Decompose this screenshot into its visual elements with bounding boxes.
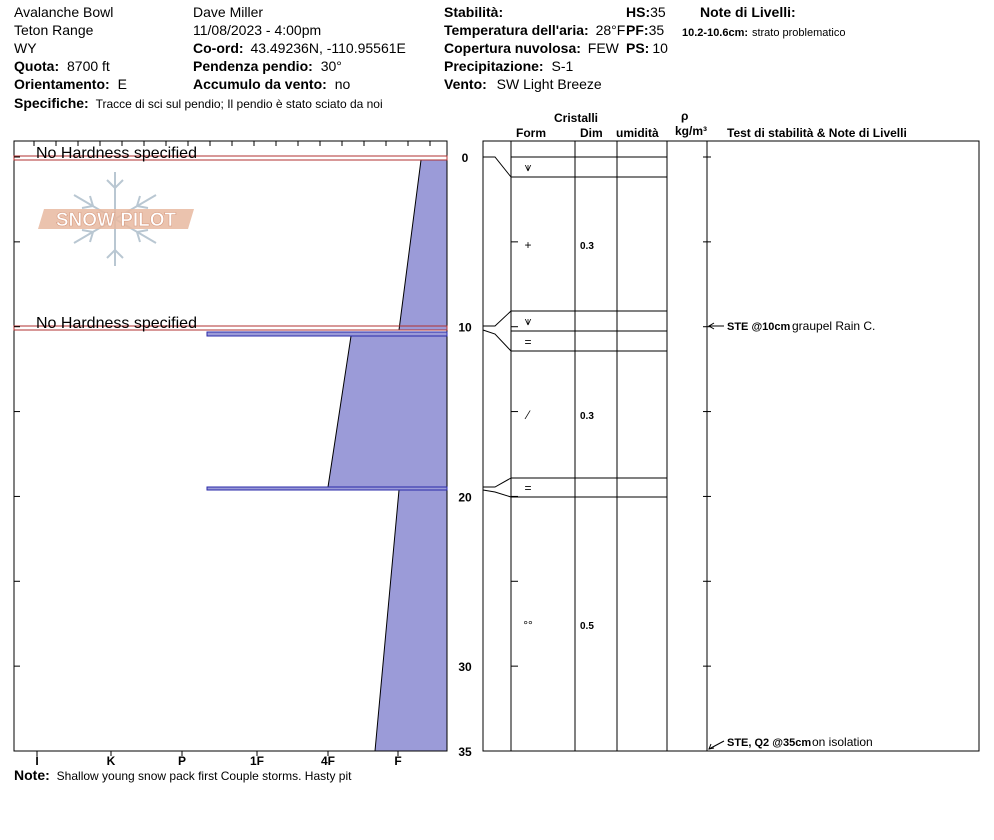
thin-layer-2: [207, 487, 447, 490]
crystal-form-icon: +: [524, 238, 532, 252]
density-unit-header: kg/m³: [675, 124, 708, 138]
layer-table-frame: [483, 141, 979, 751]
slope-label: Pendenza pendio:: [193, 58, 313, 74]
humidity-header: umidità: [616, 126, 659, 140]
depth-label: 30: [458, 660, 472, 675]
layer-table-columns: [511, 141, 707, 751]
coord-value: 43.49236N, -110.95561E: [250, 40, 406, 56]
air-temp-label: Temperatura dell'aria:: [444, 22, 589, 38]
wind-label: Vento:: [444, 76, 487, 92]
precip-label: Precipitazione:: [444, 58, 544, 74]
crystals-header: Cristalli: [554, 111, 599, 125]
observer: Dave Miller: [193, 4, 264, 20]
ps-label: PS:: [626, 40, 650, 56]
hardness-label: K: [106, 754, 116, 768]
footer-note: [14, 767, 351, 784]
hardness-label: F: [394, 754, 402, 768]
hardness-label: 1F: [249, 754, 265, 768]
wind-load-value: no: [334, 76, 351, 92]
specifics-value: Tracce di sci sul pendio; Il pendio è stato sciato da noi: [95, 97, 383, 111]
crystal-form-icon: ⩛: [524, 160, 532, 174]
depth-label: 20: [458, 490, 472, 505]
hardness-label: I: [35, 754, 39, 768]
note-text: Shallow young snow pack first Couple storms. Hasty pit: [56, 769, 352, 783]
layer-cells: [523, 160, 594, 632]
air-temp-value: 28°F: [595, 22, 626, 38]
thin-layer-1: [207, 332, 447, 336]
test-2-code: STE, Q2 @35cm: [727, 737, 812, 749]
hs-value: 35: [650, 4, 666, 20]
depth-label: 0: [461, 151, 469, 165]
hardness-profile: [207, 160, 447, 751]
layer-notes-label: Note di Livelli:: [700, 4, 796, 20]
crystal-form-icon: =: [524, 481, 532, 495]
rho-header: ρ: [681, 109, 689, 123]
test-1-code: STE @10cm: [727, 321, 791, 333]
hardness-label: P: [177, 754, 187, 768]
wind-load-label: Accumulo da vento:: [193, 76, 327, 92]
layer-note-text: strato problematico: [751, 27, 846, 39]
ps-value: 10: [652, 40, 668, 56]
aspect-value: E: [117, 76, 127, 92]
test-2-note: on isolation: [812, 735, 873, 749]
crystal-size: 0.3: [580, 411, 594, 422]
crystal-size: 0.3: [580, 241, 594, 252]
slope-value: 30°: [320, 58, 342, 74]
date-time: 11/08/2023 - 4:00pm: [193, 22, 322, 38]
logo-text: SNOW PILOT: [55, 210, 177, 231]
layer-note-depth: 10.2-10.6cm:: [682, 27, 749, 39]
hardness-note-1: No Hardness specified: [36, 145, 197, 162]
aspect-label: Orientamento:: [14, 76, 110, 92]
crystal-form-icon: =: [524, 335, 532, 349]
crystal-form-icon: ⁄: [526, 408, 530, 422]
pf-label: PF:: [626, 22, 649, 38]
cloud-value: FEW: [587, 40, 619, 56]
coord-label: Co-ord:: [193, 40, 244, 56]
stability-tests-header: Test di stabilità & Note di Livelli: [727, 126, 907, 140]
snowpilot-logo: [38, 172, 194, 266]
state: WY: [14, 40, 37, 56]
depth-label: 10: [458, 320, 472, 335]
depth-label: 35: [458, 745, 472, 759]
stability-test-1: [709, 319, 875, 333]
profile-middle: [328, 336, 447, 487]
hs-label: HS:: [626, 4, 651, 20]
crystal-size: 0.5: [580, 621, 594, 632]
pf-value: 35: [648, 22, 665, 38]
wind-value: SW Light Breeze: [496, 76, 602, 92]
stability-label: Stabilità:: [444, 4, 504, 20]
table-depth-ticks: [511, 157, 711, 751]
hardness-axis: [35, 751, 401, 768]
depth-axis: [458, 151, 472, 759]
note-label: Note:: [14, 767, 50, 783]
dim-header: Dim: [580, 126, 603, 140]
location-name: Avalanche Bowl: [14, 4, 114, 20]
test-1-note: graupel Rain C.: [792, 319, 876, 333]
specifics-label: Specifiche:: [14, 95, 89, 111]
crystal-form-icon: ⩛: [524, 314, 532, 328]
precip-value: S-1: [551, 58, 574, 74]
hardness-left-ticks: [14, 157, 20, 751]
hardness-label: 4F: [320, 754, 336, 768]
problem-layer-markers: [14, 156, 447, 330]
mountain-range: Teton Range: [14, 22, 94, 38]
elevation-value: 8700 ft: [67, 58, 110, 74]
crystal-form-icon: °°: [523, 618, 533, 632]
elevation-label: Quota:: [14, 58, 60, 74]
cloud-label: Copertura nuvolosa:: [444, 40, 581, 56]
form-header: Form: [516, 126, 546, 140]
stability-test-2: [709, 735, 873, 749]
hardness-note-2: No Hardness specified: [36, 315, 197, 332]
